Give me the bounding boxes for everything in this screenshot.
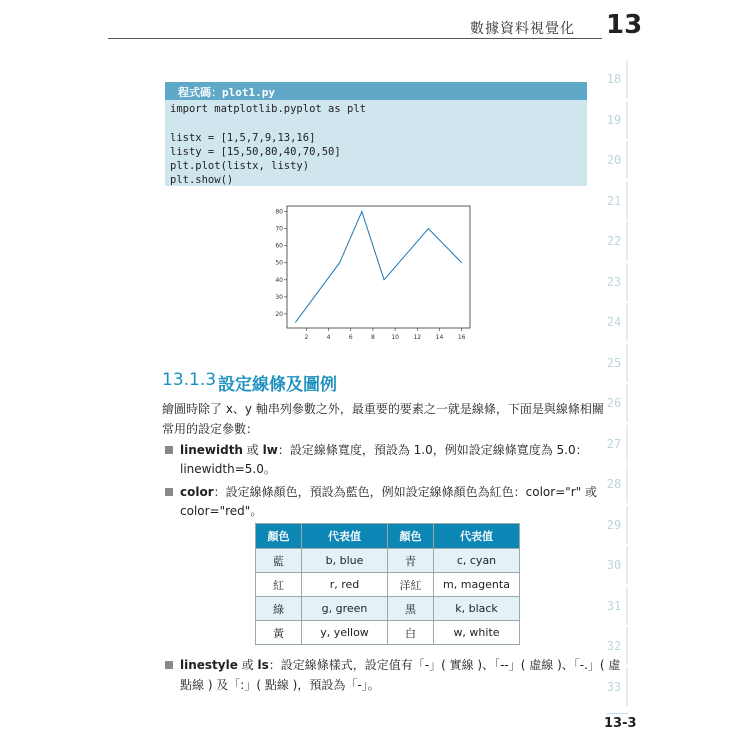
footer-rule — [606, 713, 628, 714]
bullet-marker — [165, 446, 173, 454]
table-cell: 青 — [388, 549, 434, 573]
bullet-linewidth: linewidth 或 lw：設定線條寬度，預設為 1.0，例如設定線條寬度為 5.0： — [180, 443, 588, 457]
section-number: 13.1.3 — [162, 370, 217, 390]
table-row — [256, 573, 520, 597]
code-line: import matplotlib.pyplot as plt — [170, 103, 366, 115]
table-cell: g, green — [302, 597, 388, 621]
side-tab: 27 — [602, 425, 628, 463]
y-tick-label: 50 — [275, 259, 283, 267]
x-tick-label: 2 — [304, 334, 309, 341]
y-tick-label: 60 — [275, 242, 283, 250]
side-tab: 28 — [602, 465, 628, 503]
color-table — [255, 523, 520, 645]
bullet-color-cont: color="red"。 — [180, 504, 263, 518]
table-cell: 洋紅 — [388, 573, 434, 597]
table-cell: 紅 — [256, 573, 302, 597]
table-row — [256, 621, 520, 645]
y-tick-label: 80 — [275, 208, 283, 216]
code-line: listy = [15,50,80,40,70,50] — [170, 146, 341, 158]
side-tab: 32 — [602, 627, 628, 665]
x-tick-label: 12 — [413, 334, 422, 341]
side-tab: 22 — [602, 222, 628, 260]
table-cell: r, red — [302, 573, 388, 597]
x-tick-label: 6 — [348, 334, 353, 341]
table-cell: w, white — [434, 621, 520, 645]
table-cell: b, blue — [302, 549, 388, 573]
side-tab: 26 — [602, 384, 628, 422]
table-header: 代表值 — [434, 524, 520, 549]
table-cell: 黑 — [388, 597, 434, 621]
side-tab: 19 — [602, 101, 628, 139]
side-tab: 31 — [602, 587, 628, 625]
code-line: listx = [1,5,7,9,13,16] — [170, 132, 316, 144]
code-block-title: 程式碼：plot1.py — [178, 86, 275, 99]
side-tab: 23 — [602, 263, 628, 301]
x-tick-label: 10 — [391, 334, 399, 341]
side-tab: 20 — [602, 141, 628, 179]
table-cell: c, cyan — [434, 549, 520, 573]
table-cell: m, magenta — [434, 573, 520, 597]
line-chart — [272, 204, 472, 348]
y-tick-label: 20 — [275, 310, 283, 318]
side-tab: 33 — [602, 668, 628, 706]
table-header: 顏色 — [388, 524, 434, 549]
code-line: plt.show() — [170, 174, 234, 186]
header-rule — [108, 38, 602, 39]
page-number: 13-3 — [604, 716, 637, 731]
side-tab: 18 — [602, 60, 628, 98]
intro-line: 常用的設定參數： — [162, 422, 259, 436]
table-cell: 白 — [388, 621, 434, 645]
code-line: plt.plot(listx, listy) — [170, 160, 310, 172]
bullet-marker — [165, 661, 173, 669]
y-tick-label: 40 — [275, 276, 283, 284]
side-tab: 21 — [602, 182, 628, 220]
table-cell: y, yellow — [302, 621, 388, 645]
table-cell: 黃 — [256, 621, 302, 645]
plot-frame — [287, 206, 470, 328]
table-header: 顏色 — [256, 524, 302, 549]
x-tick-label: 8 — [371, 334, 375, 341]
chapter-number: 13 — [606, 10, 643, 40]
bullet-marker — [165, 488, 173, 496]
x-tick-label: 16 — [457, 334, 466, 341]
y-tick-label: 70 — [275, 225, 283, 233]
chapter-title: 數據資料視覺化 — [470, 21, 575, 37]
y-tick-label: 30 — [275, 293, 283, 301]
intro-line: 繪圖時除了 x、y 軸串列參數之外，最重要的要素之一就是線條，下面是與線條相關 — [162, 402, 604, 416]
table-header: 代表值 — [302, 524, 388, 549]
table-row — [256, 597, 520, 621]
side-tab: 24 — [602, 303, 628, 341]
side-tab: 29 — [602, 506, 628, 544]
bullet-linestyle: linestyle 或 ls：設定線條樣式，設定值有「-」( 實線 )、「--」( 虛線 )、「-.」( 虛 — [180, 658, 621, 672]
section-title: 設定線條及圖例 — [218, 375, 337, 395]
bullet-color: color：設定線條顏色，預設為藍色，例如設定線條顏色為紅色：color="r" 或 — [180, 485, 598, 499]
side-tab: 30 — [602, 546, 628, 584]
table-cell: 綠 — [256, 597, 302, 621]
table-row — [256, 549, 520, 573]
x-tick-label: 4 — [326, 334, 331, 341]
table-cell: 藍 — [256, 549, 302, 573]
bullet-linestyle-cont: 點線 ) 及「:」( 點線 )，預設為「-」。 — [180, 678, 380, 692]
bullet-linewidth-cont: linewidth=5.0。 — [180, 462, 276, 476]
table-cell: k, black — [434, 597, 520, 621]
x-tick-label: 14 — [435, 334, 444, 341]
side-tab: 25 — [602, 344, 628, 382]
